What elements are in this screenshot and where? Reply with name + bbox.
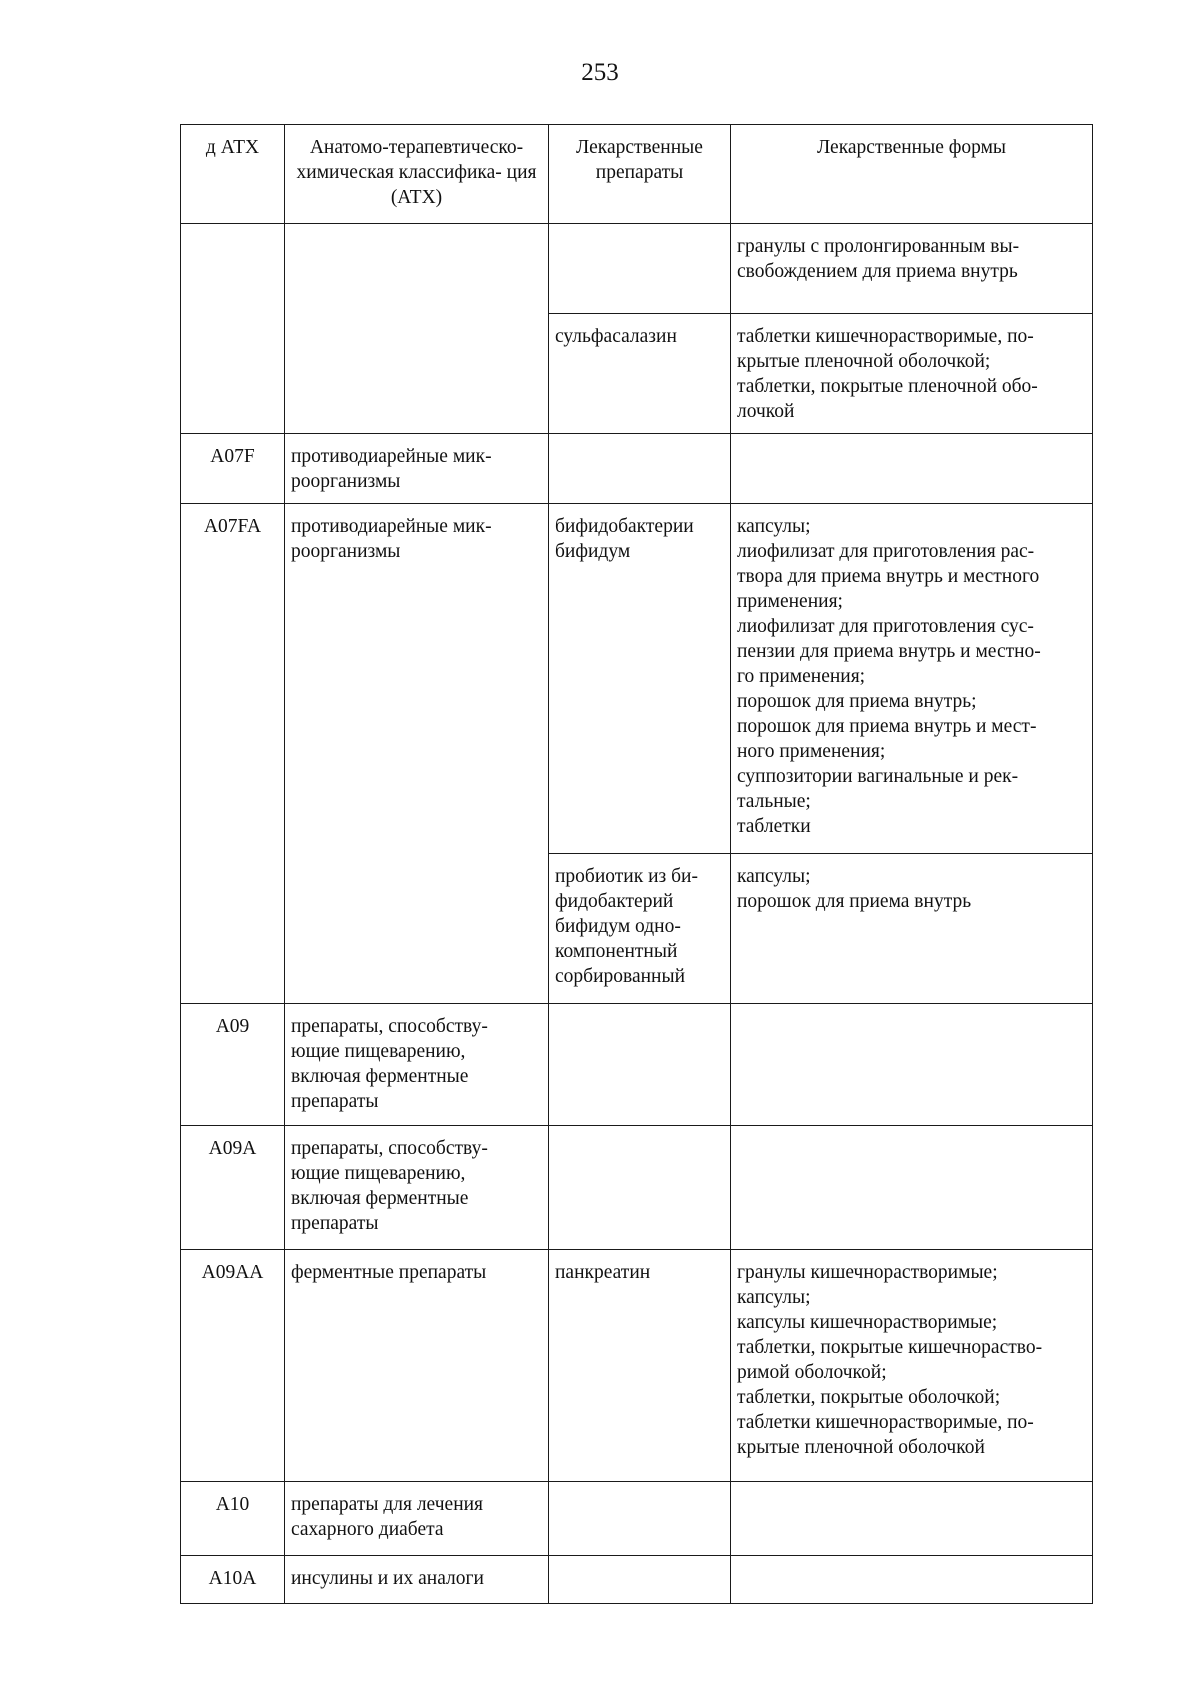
- header-drugs: Лекарственные препараты: [549, 125, 731, 224]
- dosage-forms: гранулы с пролонгированным вы- свобождением для приема внутрь: [731, 224, 1093, 314]
- drug-name: [549, 1126, 731, 1250]
- table-row: [181, 504, 1093, 854]
- drug-name: пробиотик из би- фидобактерий бифидум одно- компонентный сорбированный: [549, 854, 731, 1004]
- drug-name: [549, 1556, 731, 1604]
- page-number: 253: [581, 59, 619, 86]
- atx-classification: противодиарейные мик- роорганизмы: [285, 504, 549, 1004]
- dosage-forms: [731, 1004, 1093, 1126]
- atx-code: A10A: [181, 1556, 285, 1604]
- dosage-forms: [731, 1126, 1093, 1250]
- header-atx-code: д АТХ: [181, 125, 285, 224]
- atx-classification: ферментные препараты: [285, 1250, 549, 1482]
- atx-classification: препараты для лечения сахарного диабета: [285, 1482, 549, 1556]
- atx-classification: инсулины и их аналоги: [285, 1556, 549, 1604]
- table-row: [181, 434, 1093, 504]
- atx-table: [180, 124, 1093, 1604]
- header-dosage-forms: Лекарственные формы: [731, 125, 1093, 224]
- dosage-forms: таблетки кишечнорастворимые, по- крытые пленочной оболочкой; таблетки, покрытые пленочной обо- лочкой: [731, 314, 1093, 434]
- atx-classification: противодиарейные мик- роорганизмы: [285, 434, 549, 504]
- drug-name: сульфасалазин: [549, 314, 731, 434]
- dosage-forms: капсулы; порошок для приема внутрь: [731, 854, 1093, 1004]
- table-row: [181, 1482, 1093, 1556]
- drug-name: [549, 224, 731, 314]
- drug-name: [549, 1004, 731, 1126]
- table-row: [181, 1556, 1093, 1604]
- dosage-forms: капсулы; лиофилизат для приготовления рас- твора для приема внутрь и местного применения; лиофилизат для приготовления сус- пензии для приема внутрь и местно- го применения; порошок для приема внутрь; порошок для приема внутрь и мест- ного применения; суппозитории вагинальные и рек- тальные; таблетки: [731, 504, 1093, 854]
- dosage-forms: [731, 1556, 1093, 1604]
- atx-classification: препараты, способству- ющие пищеварению, включая ферментные препараты: [285, 1126, 549, 1250]
- table-row: [181, 224, 1093, 314]
- table-row: [181, 1126, 1093, 1250]
- table-header-row: [181, 125, 1093, 224]
- atx-code: A10: [181, 1482, 285, 1556]
- dosage-forms: [731, 1482, 1093, 1556]
- dosage-forms: [731, 434, 1093, 504]
- atx-code: A09: [181, 1004, 285, 1126]
- atx-classification: препараты, способству- ющие пищеварению, включая ферментные препараты: [285, 1004, 549, 1126]
- dosage-forms: гранулы кишечнорастворимые; капсулы; капсулы кишечнорастворимые; таблетки, покрытые кишечнораство- римой оболочкой; таблетки, покрытые оболочкой; таблетки кишечнорастворимые, по- крытые пленочной оболочкой: [731, 1250, 1093, 1482]
- atx-code: A07F: [181, 434, 285, 504]
- atx-classification: [285, 224, 549, 434]
- drug-name: бифидобактерии бифидум: [549, 504, 731, 854]
- atx-code: A09A: [181, 1126, 285, 1250]
- table-row: [181, 1250, 1093, 1482]
- atx-code: [181, 224, 285, 434]
- table-row: [181, 1004, 1093, 1126]
- drug-name: панкреатин: [549, 1250, 731, 1482]
- header-atx-classification: Анатомо-терапевтическо- химическая классифика- ция (АТХ): [285, 125, 549, 224]
- atx-code: A09AA: [181, 1250, 285, 1482]
- atx-code: A07FA: [181, 504, 285, 1004]
- drug-name: [549, 1482, 731, 1556]
- drug-name: [549, 434, 731, 504]
